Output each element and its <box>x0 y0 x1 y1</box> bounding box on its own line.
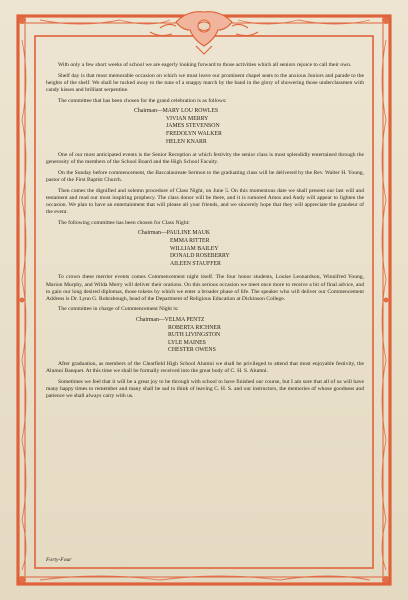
baccalaureate-paragraph: On the Sunday before commencement, the Baccalaureate Sermon to the graduating class will be delivered by the Rev. Walter H. Young, pastor of the First Baptist Church. <box>46 170 364 184</box>
committee-member: CHESTER OWENS <box>168 347 216 354</box>
shelf-day-paragraph: Shelf day is that most memorable occasion on which we must leave our prominent chapel seats to the anxious Juniors and parade to the heights of the shelf. We shall be tucked away to the tune of a snappy march by the band in the glory of showering those underclassmen with candy kisses and brilliant serpentine. <box>46 72 364 93</box>
page-number: Forty-Four <box>46 557 72 563</box>
committee-member: AILEEN STAUFFER <box>170 260 221 267</box>
committee-member: VIVIAN MERRY <box>166 115 209 122</box>
committee-member: HELEN KNARR <box>166 138 207 145</box>
committee-member: ROBERTA RICHNER <box>168 324 221 331</box>
class-night-committee-intro: The following committee has been chosen for Class Night: <box>58 219 190 226</box>
class-night-paragraph: Then comes the dignified and solemn procedure of Class Night, on June 5. On this momentous date we shall present our last will and testament and read our most inspiring prophecy. The class donor will be there, and it is rumored Amos and Andy will appear to lighten the occasion. We plan to have an entertainment that will please all your friends, and we sincerely hope that they will appreciate the grandeur of the event. <box>46 187 364 216</box>
committee-chairman: Chairman—PAULINE MAUK <box>138 230 211 237</box>
grand-committee-intro: The committee that has been chosen for the grand celebration is as follows: <box>58 97 227 104</box>
crest-ornament-icon <box>150 12 258 54</box>
committee-chairman: Chairman—MARY LOU ROWLES <box>134 108 219 115</box>
alumni-paragraph: After graduation, as members of the Clearfield High School Alumni we shall be privileged to attend that most enjoyable festivity, the Alumni Banquet. At this time we shall be formally received into the great body of C. H. S. Alumni. <box>46 361 364 375</box>
committee-member: JAMES STEVENSON <box>166 123 220 130</box>
closing-paragraph: Sometimes we feel that it will be a great joy to be through with school to have finished our course, but I am sure that all of us will have many happy times to remember and many shall be sad to think of leaving C. H. S. and our instructors, the memories of whose goodness and patience we shall always carry with us. <box>46 378 364 399</box>
committee-member: FREDOLYN WALKER <box>166 131 222 138</box>
committee-member: DONALD ROSEBERRY <box>170 253 230 260</box>
commencement-committee-list <box>46 317 364 355</box>
commencement-paragraph: To crown these merrier events comes Commencement night itself. The four honor students, Louise Leonardson, Winnifred Young, Marion Murphy, and Wilda Merry will deliver their orations. On this serious occasion we meet once more to receive a bit of final advice, and to gain our long desired diplomas, those tokens by which we enter a broader phase of life. The speaker who will deliver our Commencement Address is Dr. Lynn G. Rohrabough, head of the Department of Religious Education at Dickinson College. <box>46 274 364 302</box>
intro-paragraph: With only a few short weeks of school we are eagerly looking forward to those activities which all seniors rejoice to call their own. <box>58 62 352 68</box>
commencement-committee-intro: The committee in charge of Commencement Night is: <box>58 306 179 313</box>
committee-member: LYLE MAINES <box>168 339 206 346</box>
committee-member: RUTH LIVINGSTON <box>168 332 221 339</box>
page-body <box>46 62 364 404</box>
senior-reception-paragraph: One of our most anticipated events is the Senior Reception at which festivity the senior class is most splendidly entertained through the generosity of the members of the School Board and the High School Faculty. <box>46 152 364 166</box>
grand-committee-list <box>46 108 364 146</box>
committee-member: EMMA RITTER <box>170 238 210 245</box>
committee-chairman: Chairman—VELMA PENTZ <box>136 317 205 324</box>
class-night-committee-list <box>46 230 364 268</box>
committee-member: WILLIAM BAILEY <box>170 245 219 252</box>
